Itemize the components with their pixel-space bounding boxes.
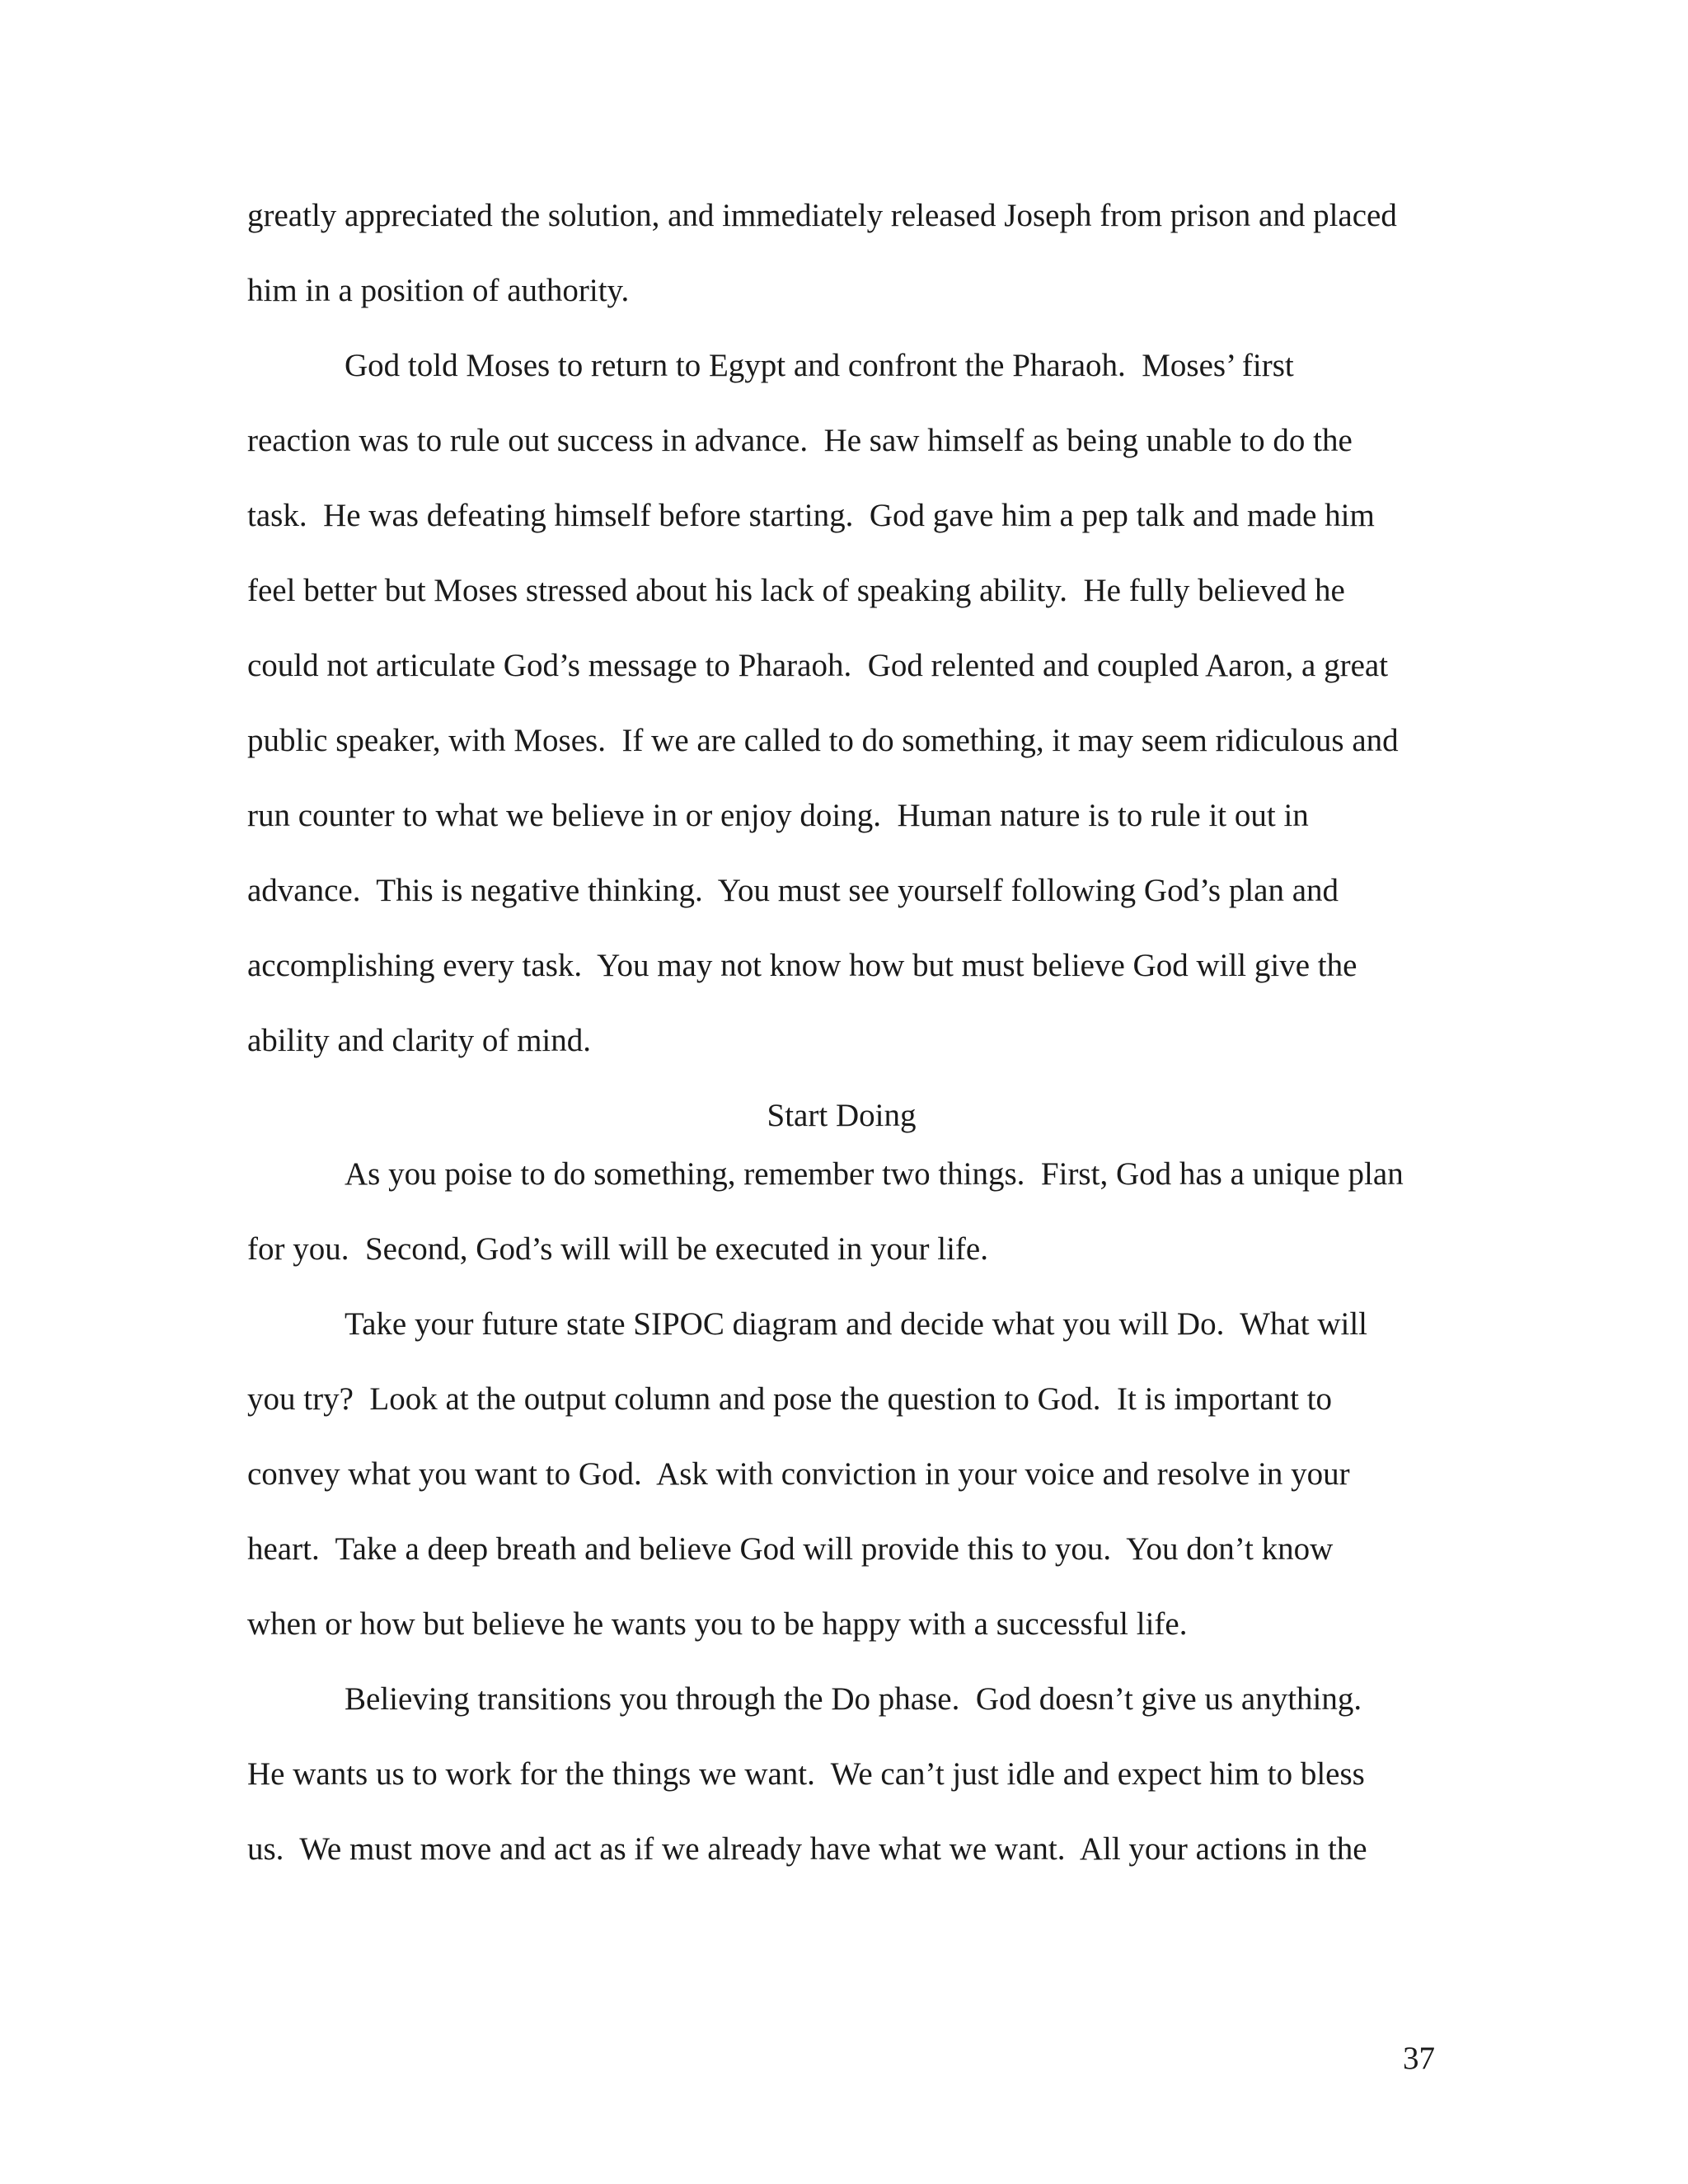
text-line: accomplishing every task. You may not know how but must believe God will give the	[247, 948, 1357, 983]
text-line: feel better but Moses stressed about his lack of speaking ability. He fully believed he	[247, 573, 1345, 608]
text-line: God told Moses to return to Egypt and confront the Pharaoh. Moses’ first	[345, 348, 1294, 383]
text-line: convey what you want to God. Ask with conviction in your voice and resolve in your	[247, 1456, 1350, 1492]
text-line: reaction was to rule out success in advance. He saw himself as being unable to do the	[247, 423, 1353, 458]
text-line: for you. Second, God’s will will be executed in your life.	[247, 1231, 988, 1267]
text-line: ability and clarity of mind.	[247, 1023, 591, 1058]
text-line: heart. Take a deep breath and believe God will provide this to you. You don’t know	[247, 1531, 1334, 1567]
text-line: Believing transitions you through the Do phase. God doesn’t give us anything.	[345, 1681, 1362, 1717]
text-line: us. We must move and act as if we already have what we want. All your actions in the	[247, 1831, 1367, 1867]
page-number: 37	[1403, 2041, 1435, 2076]
text-line: advance. This is negative thinking. You must see yourself following God’s plan and	[247, 873, 1339, 908]
text-line: task. He was defeating himself before starting. God gave him a pep talk and made him	[247, 498, 1375, 533]
text-line: you try? Look at the output column and pose the question to God. It is important to	[247, 1381, 1333, 1417]
text-line: Take your future state SIPOC diagram and decide what you will Do. What will	[345, 1306, 1368, 1342]
text-line: could not articulate God’s message to Pharaoh. God relented and coupled Aaron, a great	[247, 648, 1389, 683]
text-line: when or how but believe he wants you to be happy with a successful life.	[247, 1606, 1188, 1642]
section-heading: Start Doing	[767, 1098, 917, 1133]
text-line: He wants us to work for the things we want. We can’t just idle and expect him to bless	[247, 1756, 1365, 1792]
text-line: greatly appreciated the solution, and immediately released Joseph from prison and placed	[247, 198, 1397, 233]
text-line: As you poise to do something, remember two things. First, God has a unique plan	[345, 1156, 1404, 1192]
text-line: him in a position of authority.	[247, 273, 630, 308]
text-line: run counter to what we believe in or enjoy doing. Human nature is to rule it out in	[247, 798, 1309, 833]
text-line: public speaker, with Moses. If we are called to do something, it may seem ridiculous and	[247, 723, 1399, 758]
